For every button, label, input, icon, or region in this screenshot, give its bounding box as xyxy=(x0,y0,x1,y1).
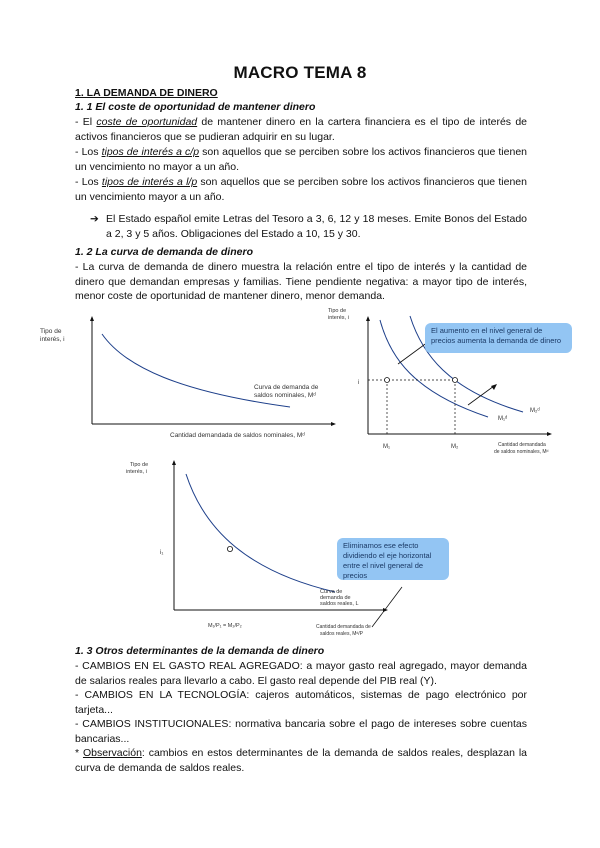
y-axis-arrow-icon xyxy=(172,460,176,465)
subheading-text: 1. 3 Otros determinantes de la demanda de dinero xyxy=(75,645,325,657)
x-axis-label: saldos reales, Mᵈ/P xyxy=(320,631,364,637)
paragraph-gasto-real: - CAMBIOS EN EL GASTO REAL AGREGADO: a mayor gasto real agregado, mayor demanda de salarios reales para llevarlo a cabo. El gasto real depende del PIB real (Y). xyxy=(75,660,527,687)
x-axis-label: Cantidad demandada de xyxy=(316,624,371,630)
callout-dividir-precios: Eliminamos ese efecto dividiendo el eje horizontal entre el nivel general de precios xyxy=(337,538,449,580)
subheading-coste-oportunidad xyxy=(75,100,527,115)
x-tick-m2: M₂ xyxy=(451,444,459,450)
y-axis-arrow-icon xyxy=(366,316,370,321)
equilibrium-point xyxy=(385,378,390,383)
x-tick-m1: M₁ xyxy=(383,444,391,450)
term-observacion: Observación xyxy=(82,747,142,759)
curve-label-m2: M₂ᵈ xyxy=(530,408,540,414)
section-heading-text: 1. LA DEMANDA DE DINERO xyxy=(75,87,218,99)
curve-label: demanda de xyxy=(320,595,351,601)
x-axis-arrow-icon xyxy=(547,432,552,436)
y-axis-label: Tipo de xyxy=(130,462,149,468)
shift-arrow-icon xyxy=(491,384,497,390)
term-tipos-lp: tipos de interés a l/p xyxy=(101,176,198,188)
equilibrium-point xyxy=(453,378,458,383)
page-title: MACRO TEMA 8 xyxy=(233,63,367,82)
y-axis-label: interés, i xyxy=(126,469,147,475)
arrow-bullet-icon: ➔ xyxy=(90,213,99,225)
subheading-text: 1. 2 La curva de demanda de dinero xyxy=(75,246,253,258)
text-span: : cambios en estos determinantes de la demanda de saldos reales, desplazan la curva de demanda de saldos reales. xyxy=(75,747,527,774)
curve-label: Curva de xyxy=(320,589,343,595)
paragraph-curva: - La curva de demanda de dinero muestra la relación entre el tipo de interés y la cantidad de dinero que demandan empresas y familias. Tiene pendiente negativa: a mayor tipo de interés, menor coste de oportunidad de mantener dinero, menor demanda. xyxy=(75,261,527,302)
curve-label: saldos reales, L xyxy=(320,601,359,607)
term-coste-oportunidad: coste de oportunidad xyxy=(96,116,198,128)
text-span: - Los xyxy=(75,146,102,158)
subheading-curva-demanda xyxy=(75,245,527,260)
text-span: * xyxy=(75,747,83,759)
term-tipos-cp: tipos de interés a c/p xyxy=(101,146,200,158)
interest-level-label: i xyxy=(358,380,360,386)
paragraph-tipos-cp xyxy=(75,145,527,174)
y-axis-label: Tipo de xyxy=(328,308,347,314)
paragraph-tipos-lp xyxy=(75,175,527,204)
equilibrium-point xyxy=(227,546,232,551)
y-axis-arrow-icon xyxy=(90,316,94,321)
callout-aumento-precios: El aumento en el nivel general de precios aumenta la demanda de dinero xyxy=(425,323,572,353)
real-demand-curve xyxy=(186,474,335,592)
text-span: - El xyxy=(75,116,97,128)
curve-label-m1: M₁ᵈ xyxy=(498,416,508,422)
x-axis-label: Cantidad demandada de saldos nominales, Mᵈ xyxy=(170,432,305,439)
callout-pointer xyxy=(372,587,402,627)
subheading-text: 1. 1 El coste de oportunidad de mantener dinero xyxy=(75,101,316,113)
section-heading xyxy=(75,86,527,101)
subheading-otros-determinantes xyxy=(75,644,527,659)
x-tick-label: M₁/P₁ = M₂/P₂ xyxy=(208,623,242,629)
bullet-text: El Estado español emite Letras del Tesoro a 3, 6, 12 y 18 meses. Emite Bonos del Estado a 2, 3 y 5 años. Obligaciones del Estado a 10, 15 y 30. xyxy=(106,213,527,240)
curve-label: saldos nominales, Mᵈ xyxy=(254,392,316,399)
interest-level-label: i₁ xyxy=(160,550,164,556)
paragraph-observacion xyxy=(75,746,527,775)
text-span: son aquellos que se perciben sobre los activos financieros que tienen un vencimiento no mayor a un año. xyxy=(75,146,528,173)
curve-label: Curva de demanda de xyxy=(254,384,319,391)
shift-arrow xyxy=(468,386,494,405)
text-span: - Los xyxy=(75,176,102,188)
y-axis-label: interés, i xyxy=(328,315,349,321)
text-span: son aquellos que se perciben sobre los activos financieros que tienen un vencimiento mayor a un año. xyxy=(75,176,527,203)
paragraph-tecnologia: - CAMBIOS EN LA TECNOLOGÍA: cajeros automáticos, sistemas de pago electrónico por tarjeta... xyxy=(75,689,527,716)
y-axis-label: Tipo de xyxy=(40,328,62,335)
text-span: de mantener dinero en la cartera financiera es el tipo de interés de activos financieros que se pudieran adquirir en su lugar. xyxy=(75,116,527,143)
paragraph-coste xyxy=(75,115,527,144)
x-axis-label: de saldos nominales, Mᵈ xyxy=(494,449,549,455)
y-axis-label: interés, i xyxy=(40,336,65,343)
paragraph-institucionales: - CAMBIOS INSTITUCIONALES: normativa bancaria sobre el pago de intereses sobre cuentas bancarias... xyxy=(75,718,527,745)
chart-demanda-nominal xyxy=(40,312,340,442)
x-axis-label: Cantidad demandada xyxy=(498,442,546,448)
shift-arrow xyxy=(398,342,428,364)
